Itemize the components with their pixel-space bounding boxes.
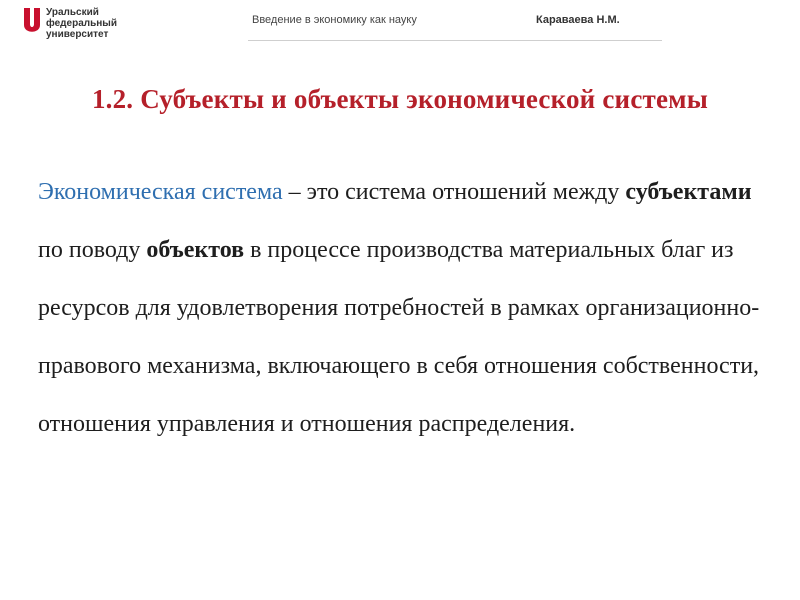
university-logo [22,6,162,46]
logo-text [46,7,117,40]
course-title: Введение в экономику как науку [252,14,417,26]
logo-line-1: Уральский [46,7,99,18]
term-economic-system: Экономическая система [38,179,283,205]
logo-line-3: университет [46,29,109,40]
paragraph-part-2: по поводу [38,237,147,263]
slide-title: 1.2. Субъекты и объекты экономической системы [91,84,709,114]
header-divider [248,40,662,41]
keyword-objects: объектов [146,237,245,263]
urfu-emblem-icon [22,6,42,36]
author-name: Караваева Н.М. [536,14,620,26]
paragraph-part-1: – это система отношений между [282,179,626,205]
logo-line-2: федеральный [46,18,117,29]
paragraph-part-3: в процессе производства материальных благ из ресурсов для удовлетворения потребностей в рамках организационно-правового механизма, включающего в себя отношения собственности, отношения управления и отношения распределения. [38,237,760,437]
definition-paragraph [38,163,768,453]
slide-header [0,0,800,52]
keyword-subjects: субъектами [625,179,752,205]
